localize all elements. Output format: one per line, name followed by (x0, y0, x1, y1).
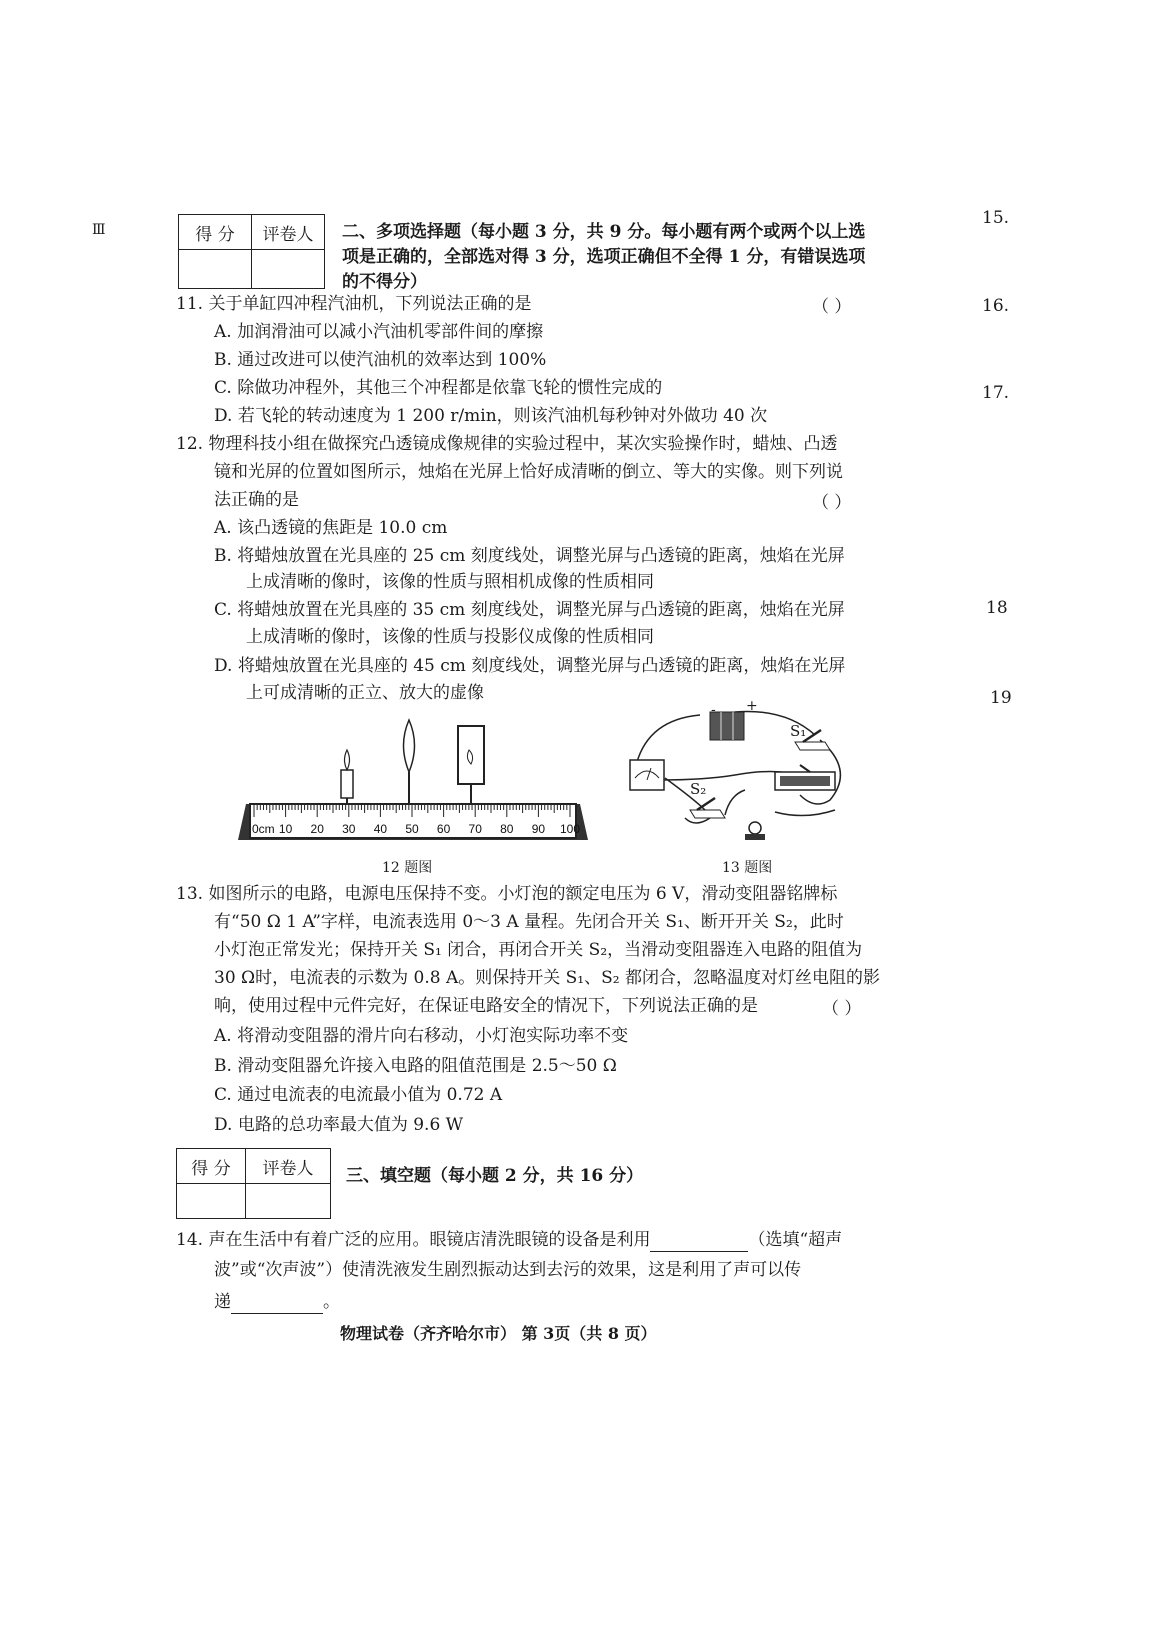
q13-stem-line1: 13. 如图所示的电路，电源电压保持不变。小灯泡的额定电压为 6 V，滑动变阻器铭牌标 (176, 884, 838, 904)
q12-stem-line1: 12. 物理科技小组在做探究凸透镜成像规律的实验过程中，某次实验操作时，蜡烛、凸透 (176, 434, 838, 454)
q13-stem-line5: 响，使用过程中元件完好，在保证电路安全的情况下，下列说法正确的是 (214, 996, 758, 1016)
q14-line1-text: 14. 声在生活中有着广泛的应用。眼镜店清洗眼镜的设备是利用 (176, 1230, 651, 1250)
scale-tick-label: 80 (500, 822, 514, 836)
battery-minus-label: - (711, 702, 716, 718)
grader-header: 评卷人 (246, 1149, 331, 1184)
q14-line3 (214, 1290, 340, 1314)
q13-stem-line2: 有“50 Ω 1 A”字样，电流表选用 0～3 A 量程。先闭合开关 S₁、断开开关 S₂，此时 (214, 912, 844, 932)
section2-line1: 二、多项选择题（每小题 3 分，共 9 分。每小题有两个或两个以上选 (342, 222, 866, 242)
page-footer: 物理试卷（齐齐哈尔市） 第 3页（共 8 页） (340, 1324, 657, 1343)
figure12-caption: 12 题图 (382, 860, 433, 876)
q13-option-d: D. 电路的总功率最大值为 9.6 W (214, 1115, 464, 1135)
score-header: 得 分 (179, 215, 252, 250)
q12-option-b-line1: B. 将蜡烛放置在光具座的 25 cm 刻度线处，调整光屏与凸透镜的距离，烛焰在光屏 (214, 546, 845, 566)
scale-tick-label: 90 (531, 822, 546, 836)
margin-number: 17. (982, 383, 1010, 403)
scale-tick-label: 60 (436, 822, 451, 836)
q12-option-c-line2: 上成清晰的像时，该像的性质与投影仪成像的性质相同 (246, 627, 654, 647)
scale-tick-label: 70 (468, 822, 482, 836)
q14-line1-tail: （选填“超声 (748, 1230, 843, 1250)
q14-line1 (176, 1228, 842, 1252)
circuit-figure (625, 700, 855, 850)
optical-bench-figure (228, 700, 598, 850)
section2-line3: 的不得分） (342, 272, 427, 292)
score-table-2 (176, 1148, 331, 1219)
rheostat (775, 765, 835, 790)
q12-option-d-line2: 上可成清晰的正立、放大的虚像 (246, 683, 484, 703)
margin-number: 19 (990, 688, 1012, 708)
score-cell (177, 1184, 246, 1219)
scale-tick-label: 30 (342, 822, 356, 836)
q12-option-c-line1: C. 将蜡烛放置在光具座的 35 cm 刻度线处，调整光屏与凸透镜的距离，烛焰在光屏 (214, 600, 845, 620)
q12-stem-line2: 镜和光屏的位置如图所示，烛焰在光屏上恰好成清晰的倒立、等大的实像。则下列说 (214, 462, 843, 482)
scale-tick-label: 50 (405, 822, 419, 836)
ammeter (630, 760, 664, 790)
q13-answer-paren: （ ） (822, 999, 862, 1019)
convex-lens (404, 720, 415, 803)
q13-option-a: A. 将滑动变阻器的滑片向右移动，小灯泡实际功率不变 (214, 1026, 629, 1046)
score-cell (179, 250, 252, 289)
score-header: 得 分 (177, 1149, 246, 1184)
scale-tick-label: 20 (310, 822, 324, 836)
q14-blank-1[interactable] (650, 1231, 748, 1252)
q14-blank-2[interactable] (231, 1293, 323, 1314)
margin-number: 16. (982, 296, 1010, 316)
scale-tick-label: 10 (278, 822, 293, 836)
scale-tick-label: 40 (373, 822, 388, 836)
margin-number: 18 (986, 598, 1008, 618)
q13-option-c: C. 通过电流表的电流最小值为 0.72 A (214, 1085, 503, 1105)
candle (341, 750, 353, 803)
q13-stem-line3: 小灯泡正常发光；保持开关 S₁ 闭合，再闭合开关 S₂，当滑动变阻器连入电路的阻值为 (214, 940, 863, 960)
q11-option-c: C. 除做功冲程外，其他三个冲程都是依靠飞轮的惯性完成的 (214, 378, 663, 398)
battery-plus-label: + (746, 698, 758, 714)
q12-answer-paren: （ ） (812, 493, 852, 513)
margin-number: 15. (982, 208, 1010, 228)
figure13-caption: 13 题图 (722, 860, 773, 876)
section2-line2: 项是正确的，全部选对得 3 分，选项正确但不全得 1 分，有错误选项 (342, 247, 866, 267)
lamp (745, 822, 765, 840)
q11-stem: 11. 关于单缸四冲程汽油机，下列说法正确的是 (176, 294, 532, 314)
grader-cell (246, 1184, 331, 1219)
q13-option-b: B. 滑动变阻器允许接入电路的阻值范围是 2.5～50 Ω (214, 1056, 617, 1076)
q11-option-d: D. 若飞轮的转动速度为 1 200 r/min，则该汽油机每秒钟对外做功 40 次 (214, 406, 768, 426)
grader-cell (252, 250, 325, 289)
corner-mark: Ⅲ (92, 222, 106, 238)
q12-option-b-line2: 上成清晰的像时，该像的性质与照相机成像的性质相同 (246, 572, 654, 592)
q13-stem-line4: 30 Ω时，电流表的示数为 0.8 A。则保持开关 S₁、S₂ 都闭合，忽略温度对灯丝电阻的影 (214, 968, 880, 988)
scale-tick-label: 0cm (252, 822, 275, 836)
q11-option-a: A. 加润滑油可以减小汽油机零部件间的摩擦 (214, 322, 544, 342)
q14-line2: 波”或“次声波”）使清洗液发生剧烈振动达到去污的效果，这是利用了声可以传 (214, 1260, 802, 1280)
q12-stem-line3: 法正确的是 (214, 490, 299, 510)
light-screen (458, 726, 484, 803)
section3-title: 三、填空题（每小题 2 分，共 16 分） (346, 1166, 644, 1186)
grader-header: 评卷人 (252, 215, 325, 250)
q11-option-b: B. 通过改进可以使汽油机的效率达到 100% (214, 350, 547, 370)
scale-tick-label: 100 (559, 822, 581, 836)
score-table-1 (178, 214, 325, 289)
q12-option-a: A. 该凸透镜的焦距是 10.0 cm (214, 518, 448, 538)
q11-answer-paren: （ ） (812, 297, 852, 317)
q14-line3-tail: 。 (323, 1292, 340, 1312)
s2-label: S₂ (690, 780, 707, 798)
q14-line3-text: 递 (214, 1292, 231, 1312)
s1-label: S₁ (790, 722, 807, 740)
q12-option-d-line1: D. 将蜡烛放置在光具座的 45 cm 刻度线处，调整光屏与凸透镜的距离，烛焰在光屏 (214, 656, 846, 676)
